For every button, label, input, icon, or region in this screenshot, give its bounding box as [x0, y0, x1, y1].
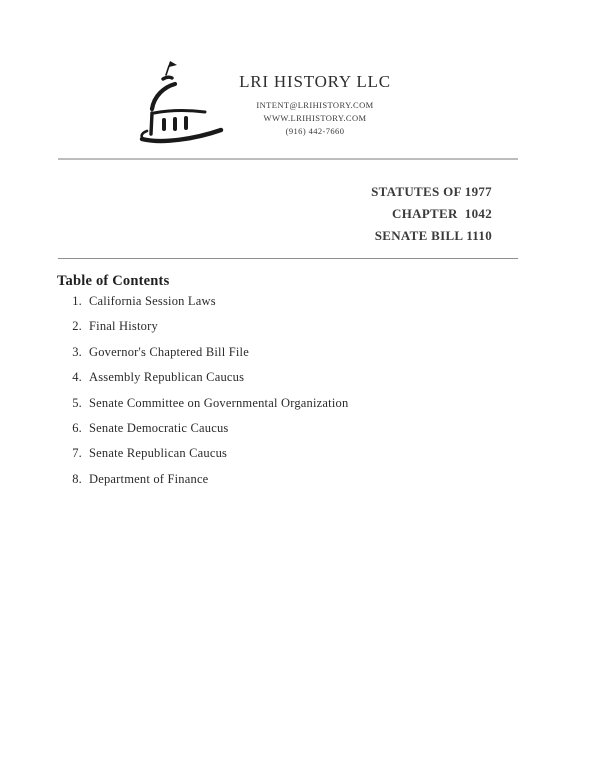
- toc-item-number: 5.: [72, 395, 82, 410]
- toc-item: [70, 294, 348, 319]
- company-email: INTENT@LRIHISTORY.COM: [256, 100, 374, 110]
- case-info-block: [371, 181, 492, 247]
- toc-item-number: 8.: [72, 471, 82, 486]
- toc-item: [70, 421, 348, 446]
- toc-item-label: Senate Committee on Governmental Organization: [89, 395, 349, 410]
- toc-item-number: 1.: [72, 294, 82, 308]
- toc-item: [70, 370, 348, 395]
- toc-item: [70, 319, 348, 344]
- company-phone: (916) 442-7660: [285, 126, 345, 136]
- toc-item: [70, 345, 348, 370]
- toc-title: Table of Contents: [57, 273, 170, 289]
- toc-item-number: 7.: [72, 446, 82, 461]
- toc-item-label: Final History: [89, 319, 158, 334]
- toc-item-label: Governor's Chaptered Bill File: [89, 344, 249, 359]
- toc-item-number: 6.: [72, 420, 82, 435]
- toc-list: [70, 294, 348, 497]
- toc-item-number: 2.: [72, 319, 82, 334]
- company-website: WWW.LRIHISTORY.COM: [263, 113, 367, 123]
- toc-item-label: Senate Republican Caucus: [89, 446, 228, 461]
- toc-item-number: 3.: [72, 344, 82, 359]
- toc-item-label: California Session Laws: [89, 294, 216, 308]
- divider-bottom: [58, 258, 518, 259]
- divider-top: [58, 158, 518, 160]
- toc-item: [70, 396, 348, 421]
- toc-item-number: 4.: [72, 370, 82, 385]
- statutes-line: STATUTES OF 1977: [371, 184, 492, 199]
- company-name: LRI HISTORY LLC: [239, 72, 391, 91]
- chapter-line: CHAPTER 1042: [392, 206, 492, 221]
- toc-item-label: Assembly Republican Caucus: [89, 370, 245, 385]
- toc-item-label: Senate Democratic Caucus: [89, 420, 229, 435]
- toc-item-label: Department of Finance: [89, 471, 209, 486]
- toc-item: [70, 446, 348, 471]
- toc-item: [70, 472, 348, 497]
- senate-bill-line: SENATE BILL 1110: [374, 228, 492, 243]
- letterhead: [205, 72, 425, 138]
